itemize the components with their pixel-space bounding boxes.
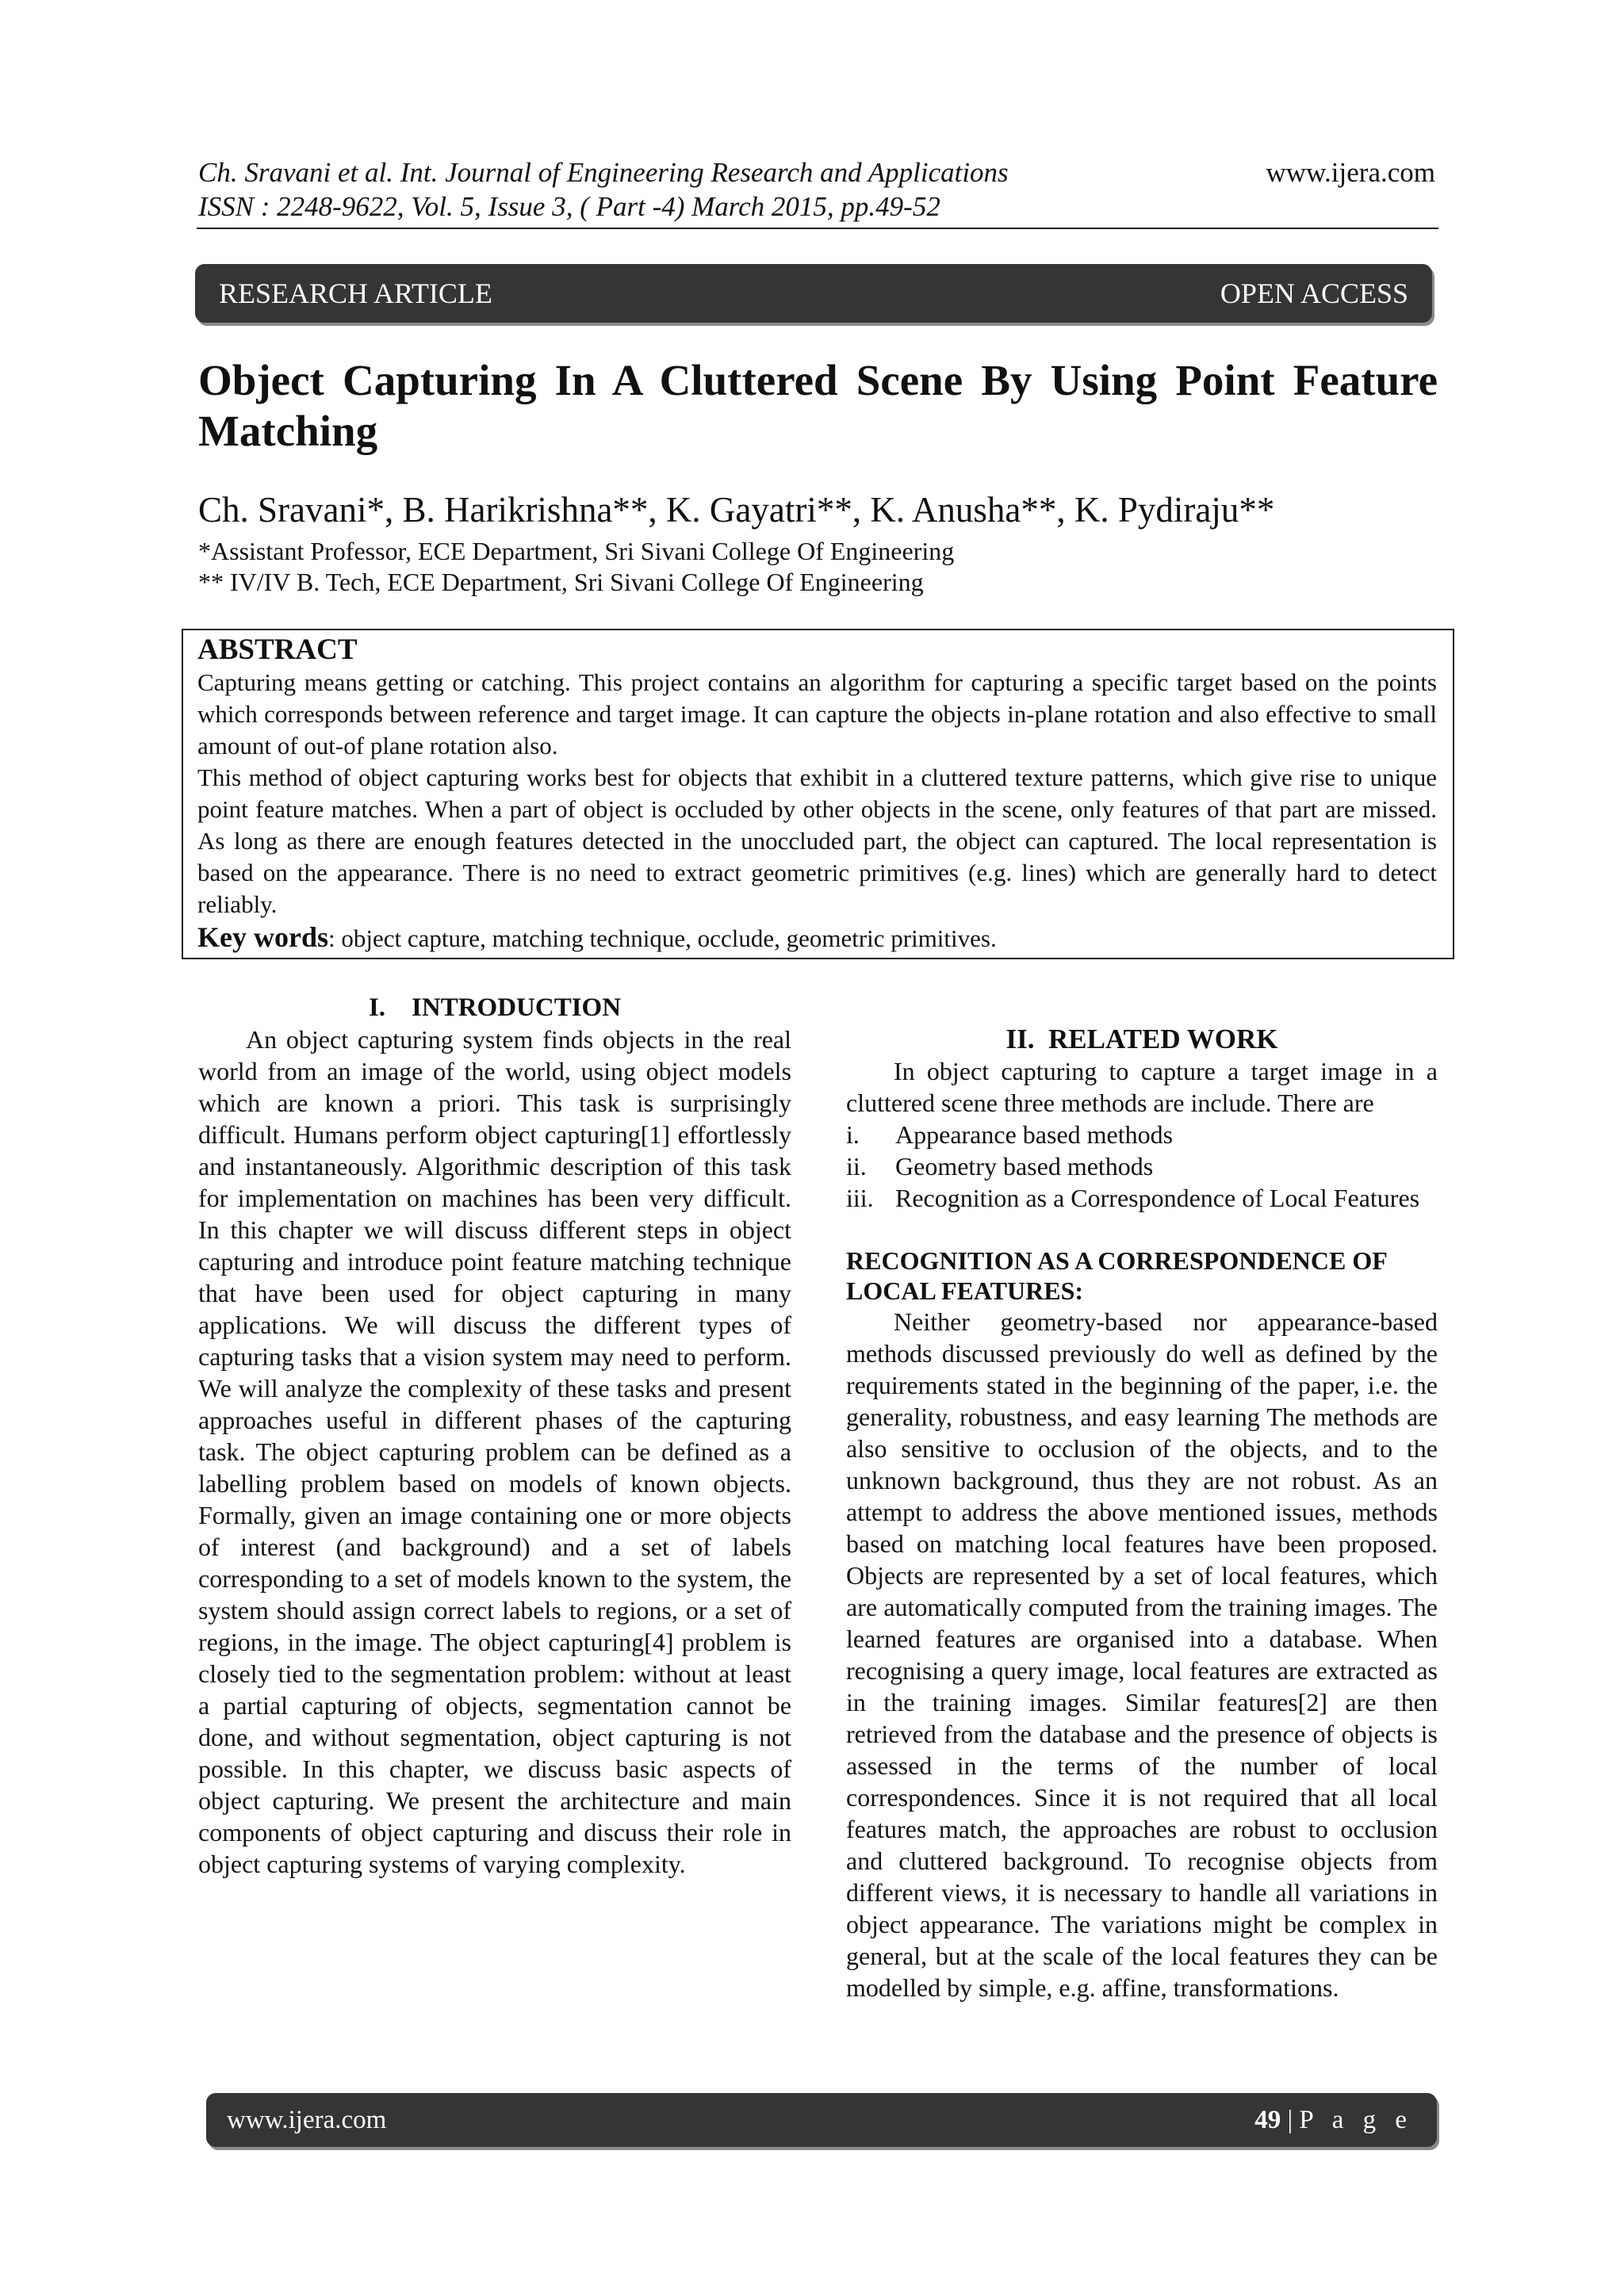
page-separator: | — [1281, 2105, 1300, 2134]
related-work-section — [846, 1024, 1438, 2003]
list-item-number: i. — [846, 1120, 860, 1149]
affiliation-2: ** IV/IV B. Tech, ECE Department, Sri Sivani College Of Engineering — [198, 568, 924, 596]
journal-header — [198, 155, 1229, 224]
issn-line: ISSN : 2248-9622, Vol. 5, Issue 3, ( Part -4) March 2015, pp.49-52 — [198, 191, 940, 222]
author-list: Ch. Sravani*, B. Harikrishna**, K. Gayatri**, K. Anusha**, K. Pydiraju** — [198, 490, 1275, 530]
header-divider — [197, 228, 1438, 229]
list-item-number: ii. — [846, 1152, 867, 1181]
abstract-paragraph-1: Capturing means getting or catching. This project contains an algorithm for capturing a specific target based on the points which corresponds between reference and target image. It can capture the objects in-plane rotation and also effective to small amount of out-of plane rotation also. — [197, 668, 1437, 760]
abstract-box — [182, 629, 1454, 959]
keywords-text: : object capture, matching technique, occlude, geometric primitives. — [328, 924, 997, 952]
footer-website-link[interactable]: www.ijera.com — [227, 2105, 387, 2134]
page-number: 49 — [1254, 2105, 1281, 2134]
journal-citation-line: Ch. Sravani et al. Int. Journal of Engineering Research and Applications — [198, 157, 1009, 188]
related-work-intro: In object capturing to capture a target image in a cluttered scene three methods are include. There are — [846, 1057, 1438, 1117]
list-item-text: Recognition as a Correspondence of Local Features — [895, 1184, 1420, 1212]
page-indicator — [1254, 2106, 1413, 2135]
introduction-text: An object capturing system finds objects in the real world from an image of the world, using object models which are known a priori. This task is surprisingly difficult. Humans perform object capturing[1] effortlessly and instantaneously. Algorithmic description of this task for implementation on machines has been very difficult. In this chapter we will discuss different steps in object capturing and introduce point feature matching technique that have been used for object capturing in many applications. We will discuss the different types of capturing tasks that a vision system may need to perform. We will analyze the complexity of these tasks and present approaches useful in different phases of the capturing task. The object capturing problem can be defined as a labelling problem based on models of known objects. Formally, given an image containing one or more objects of interest (and background) and a set of labels corresponding to a set of models known to the system, the system should assign correct labels to regions, or a set of regions, in the image. The object capturing[4] problem is closely tied to the segmentation problem: without at least a partial capturing of objects, segmentation cannot be done, and without segmentation, object capturing is not possible. In this chapter, we discuss basic aspects of object capturing. We present the architecture and main components of object capturing and discuss their role in object capturing systems of varying complexity. — [198, 1025, 791, 1878]
local-features-text: Neither geometry-based nor appearance-based methods discussed previously do well as defined by the requirements stated in the beginning of the paper, i.e. the generality, robustness, and easy learning The methods are also sensitive to occlusion of the objects, and to the unknown background, thus they are not robust. As an attempt to address the above mentioned issues, methods based on matching local features have been proposed. Objects are represented by a set of local features, which are automatically computed from the training images. The learned features are organised into a database. When recognising a query image, local features are extracted as in the training images. Similar features[2] are then retrieved from the database and the presence of objects is assessed in the terms of the number of local correspondences. Since it is not required that all local features match, the approaches are robust to occlusion and cluttered background. To recognise objects from different views, it is necessary to handle all variations in object appearance. The variations might be complex in general, but at the scale of the local features they can be modelled by simple, e.g. affine, transformations. — [846, 1307, 1438, 2002]
article-type-banner — [195, 264, 1432, 323]
keywords-line — [197, 920, 1437, 955]
list-item-number: iii. — [846, 1184, 874, 1212]
abstract-paragraph-2: This method of object capturing works best for objects that exhibit in a cluttered texture patterns, which give rise to unique point feature matches. When a part of object is occluded by other objects in the scene, only features of that part are missed. As long as there are enough features detected in the unoccluded part, the object can captured. The local representation is based on the appearance. There is no need to extract geometric primitives (e.g. lines) which are generally hard to detect reliably. — [197, 763, 1437, 918]
introduction-heading: I. INTRODUCTION — [368, 993, 622, 1022]
list-item — [846, 1119, 1438, 1150]
keywords-label: Key words — [197, 921, 328, 953]
list-item — [846, 1182, 1438, 1214]
introduction-section — [198, 992, 791, 1880]
header-website-link[interactable]: www.ijera.com — [1266, 157, 1435, 188]
paper-title: Object Capturing In A Cluttered Scene By Using Point Feature Matching — [198, 356, 1438, 455]
related-work-heading: II. RELATED WORK — [1005, 1024, 1278, 1054]
abstract-heading: ABSTRACT — [197, 633, 358, 666]
open-access-label: OPEN ACCESS — [1220, 277, 1408, 309]
affiliation-1: *Assistant Professor, ECE Department, Sri Sivani College Of Engineering — [198, 537, 955, 565]
list-item-text: Appearance based methods — [895, 1120, 1174, 1149]
list-item — [846, 1150, 1438, 1182]
research-article-label: RESEARCH ARTICLE — [219, 277, 492, 309]
local-features-subheading: RECOGNITION AS A CORRESPONDENCE OF LOCAL FEATURES: — [846, 1246, 1387, 1305]
page-footer — [206, 2093, 1437, 2147]
methods-list — [846, 1119, 1438, 1214]
page-word: P a g e — [1299, 2105, 1413, 2134]
list-item-text: Geometry based methods — [895, 1152, 1154, 1181]
